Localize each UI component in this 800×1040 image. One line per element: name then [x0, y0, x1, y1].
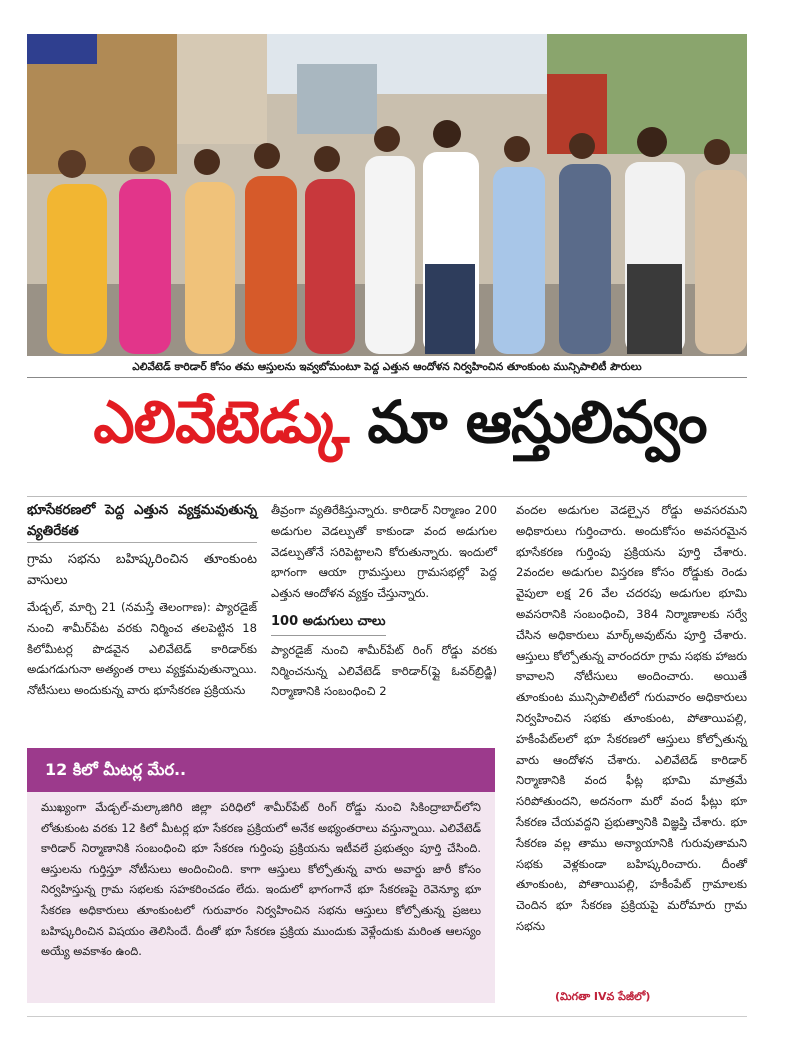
bottom-rule — [27, 1016, 747, 1017]
article-body-part-4: వందల అడుగుల వెడల్పైన రోడ్డు అవసరమని అధికారులు గుర్తించారు. అందుకోసం అవసరమైన భూసేకరణ గుర్తింపు ప్రక్రియను పూర్తి చేశారు. 2వందల అడుగుల విస్తరణ కోసం రోడ్డుకు రెండు వైపులా లక్ష 26 వేల చదరపు అడుగుల భూమి అవసరానికి సంబంధించి, 384 నిర్మాణాలకు సర్వే చేసిన అధికారులు మార్క్‌అవుట్‌ను పూర్తి చేశారు. ఆస్తులు కోల్పోతున్న వారందరూ గ్రామ సభకు హాజరు కావాలని నోటీసులు అందించారు. అయితే తూంకుంట మున్సిపాలిటీలో గురువారం అధికారులు నిర్వహించిన సభకు తూంకుంట, పోతాయిపల్లి, హకీంపేట్‌లలో భూ సేకరణలో ఆస్తులు కోల్పోతున్న వారు ఆందోళన చేశారు. ఎలివేటెడ్ కారిడార్ నిర్మాణానికి వంద ఫీట్ల భూమి మాత్రమే సరిపోతుందని, అదనంగా మరో వంద ఫీట్లు భూ సేకరణ చేయవద్దని ప్రభుత్వానికి విజ్ఞప్తి చేశారు. భూ సేకరణ వల్ల తాము అన్యాయానికి గురువుతామని సభకు వెళ్లకుండా బహిష్కరించారు. దీంతో తూంకుంట, పోతాయిపల్లి, హకీంపేట్ గ్రామాలకు చెందిన భూ సేకరణ ప్రక్రియపై మరోమారు గ్రామ సభను — [516, 503, 747, 933]
headline-red-part: ఎలివేటెడ్ — [93, 388, 349, 456]
divider — [27, 496, 747, 497]
headline — [0, 388, 800, 488]
cross-head: 100 అడుగులు చాలు — [271, 612, 386, 636]
article-body-part-3: ప్యారడైజ్ నుంచి శామీర్‌పేట్ రింగ్ రోడ్డు వరకు నిర్మించనున్న ఎలివేటెడ్ కారిడార్(ఫ్లై ఓవర్‌బ్రిడ్జి) నిర్మాణానికి సంబంధించి 2 — [271, 642, 497, 699]
column-3 — [516, 500, 747, 937]
column-2 — [271, 500, 497, 702]
article-body-part-2: తీవ్రంగా వ్యతిరేకిస్తున్నారు. కారిడార్ నిర్మాణం 200 అడుగుల వెడల్పుతో కాకుండా వంద అడుగుల వెడల్పుతోనే సరిపెట్టాలని కోరుతున్నారు. ఇందులో భాగంగా ఆయా గ్రామస్తులు గ్రామసభల్లో పెద్ద ఎత్తున ఆందోళన వ్యక్తం చేస్తున్నారు. — [271, 503, 497, 601]
news-photo — [27, 34, 747, 356]
kicker: భూసేకరణలో పెద్ద ఎత్తున వ్యక్తమవుతున్న వ్యతిరేకత — [27, 502, 257, 539]
subheadline: గ్రామ సభను బహిష్కరించిన తూంకుంట వాసులు — [27, 542, 257, 591]
sidebar-box-title: 12 కిలో మీటర్ల మేర.. — [27, 748, 495, 792]
headline-black-part: కు మా ఆస్తులివ్వం — [348, 388, 707, 456]
sidebar-box-body: ముఖ్యంగా మేడ్చల్-మల్కాజిగిరి జిల్లా పరిధిలో శామీర్‌పేట్ రింగ్ రోడ్డు నుంచి సికింద్రాబాద్‌లోని లోతుకుంట వరకు 12 కిలో మీటర్ల భూ సేకరణ ప్రక్రియలో అనేక అభ్యంతరాలు వస్తున్నాయి. ఎలివేటెడ్ కారిడార్ నిర్మాణానికి సంబంధించి భూ సేకరణ గుర్తింపు ప్రక్రియను ఇటీవలే ప్రభుత్వం పూర్తి చేసింది. ఆస్తులను గుర్తిస్తూ నోటీసులు అందించింది. కాగా ఆస్తులు కోల్పోతున్న వారు అవార్డు జారీ కోసం నిర్వహిస్తున్న గ్రామ సభలకు సహకరించడం లేదు. ఇందులో భాగంగానే భూ సేకరణపై రెవెన్యూ భూ సేకరణ అధికారులు తూంకుంటలో గురువారం నిర్వహించిన సభను ఆస్తులు కోల్పోతున్న ప్రజలు బహిష్కరించిన విషయం తెలిసిందే. దీంతో భూ సేకరణ ప్రక్రియ ముందుకు వెళ్లేందుకు మరింత ఆలస్యం అయ్యే అవకాశం ఉంది. — [41, 801, 481, 959]
continued-note: (మిగతా IVవ పేజీలో) — [555, 990, 651, 1003]
column-1 — [27, 500, 257, 701]
article-body-part-1: మేడ్చల్, మార్చి 21 (నమస్తే తెలంగాణ): ప్యారడైజ్ నుంచి శామీర్‌పేట వరకు నిర్మించ తలపెట్టిన 18 కిలోమీటర్ల పొడవైన ఎలివేటెడ్ కారిడార్‌కు అడుగడుగునా అత్యంత రాలు వ్యక్తమవుతున్నాయి. నోటీసులు అందుకున్న వారు భూసేకరణ ప్రక్రియను — [27, 600, 257, 698]
photo-caption: ఎలివేటెడ్ కారిడార్ కోసం తమ ఆస్తులను ఇవ్వబోమంటూ పెద్ద ఎత్తున ఆందోళన నిర్వహించిన తూంకుంట మున్సిపాలిటీ పౌరులు — [27, 357, 747, 378]
